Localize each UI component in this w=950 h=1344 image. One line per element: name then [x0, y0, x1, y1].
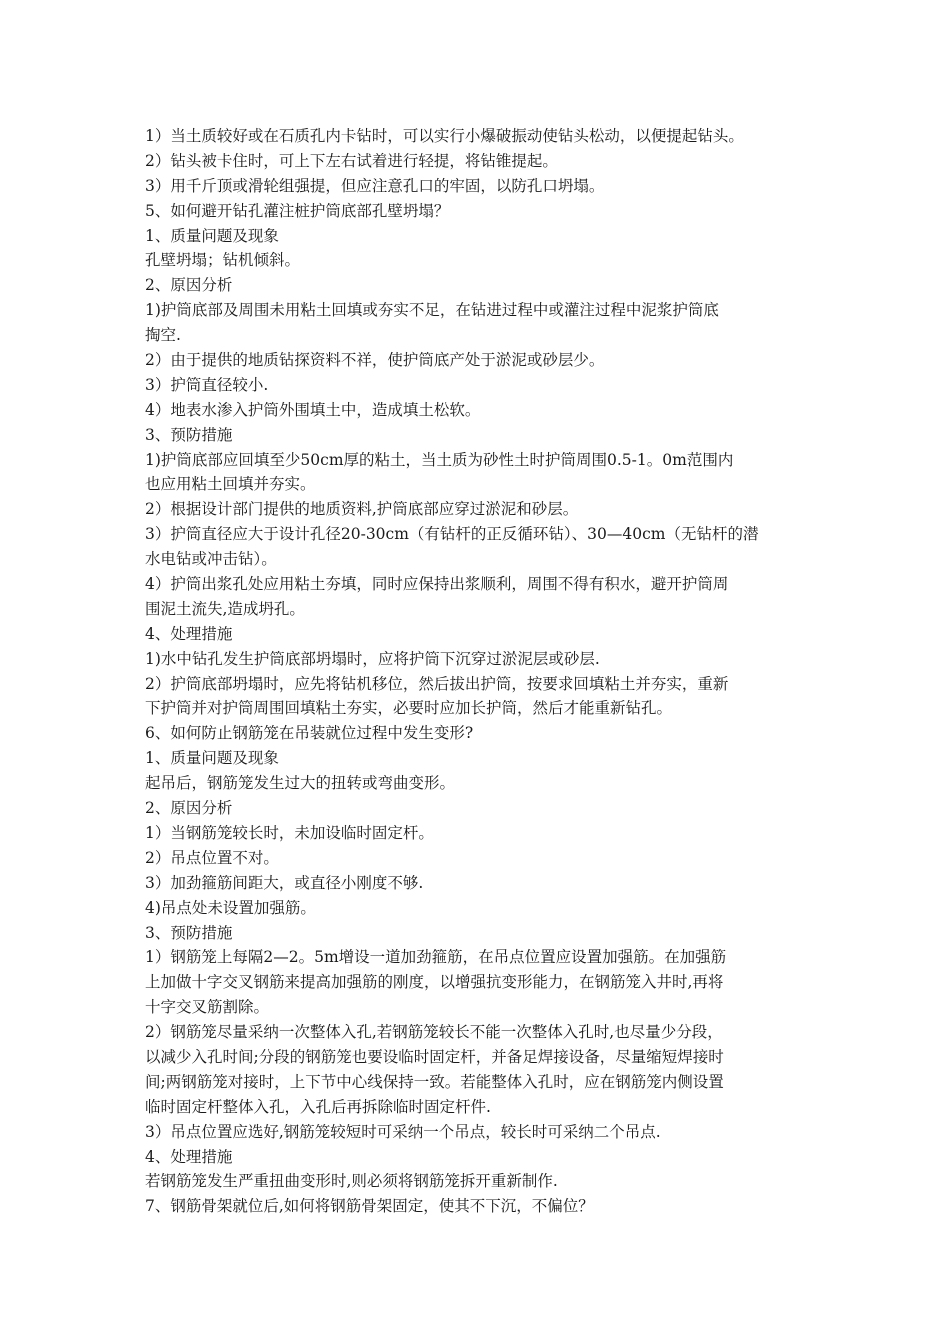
- text-line: 临时固定杆整体入孔，入孔后再拆除临时固定杆件.: [145, 1097, 491, 1116]
- text-line: 1)护筒底部应回填至少50cm厚的粘土，当土质为砂性土时护筒周围0.5-1。0m范围内: [145, 450, 734, 469]
- document-body: [145, 124, 817, 1219]
- text-line: 2）由于提供的地质钻探资料不祥，使护筒底产处于淤泥或砂层少。: [145, 351, 605, 370]
- text-line: 下护筒并对护筒周围回填粘土夯实，必要时应加长护筒，然后才能重新钻孔。: [145, 699, 673, 718]
- text-line: 1)水中钻孔发生护筒底部坍塌时，应将护筒下沉穿过淤泥层或砂层.: [145, 649, 600, 668]
- text-line: 1)护筒底部及周围未用粘土回填或夯实不足，在钻进过程中或灌注过程中泥浆护筒底: [145, 301, 719, 320]
- text-line: 十字交叉筋割除。: [145, 998, 270, 1017]
- text-line: 水电钻或冲击钻）。: [145, 550, 277, 569]
- subsection-heading: 2、原因分析: [145, 276, 233, 295]
- text-line: 2）钻头被卡住时，可上下左右试着进行轻提，将钻锥提起。: [145, 151, 558, 170]
- text-line: 若钢筋笼发生严重扭曲变形时,则必须将钢筋笼拆开重新制作.: [145, 1172, 558, 1191]
- text-line: 3）加劲箍筋间距大，或直径小刚度不够.: [145, 873, 424, 892]
- text-line: 4)吊点处未设置加强筋。: [145, 898, 316, 917]
- section-heading: 5、如何避开钻孔灌注桩护筒底部孔壁坍塌？: [145, 201, 450, 220]
- text-line: 孔壁坍塌；钻机倾斜。: [145, 251, 301, 270]
- text-line: 4）地表水渗入护筒外围填土中，造成填土松软。: [145, 400, 481, 419]
- text-line: 间;两钢筋笼对接时，上下节中心线保持一致。若能整体入孔时，应在钢筋笼内侧设置: [145, 1072, 724, 1091]
- subsection-heading: 1、质量问题及现象: [145, 749, 279, 768]
- text-line: 1）当钢筋笼较长时，未加设临时固定杆。: [145, 823, 434, 842]
- text-line: 2）吊点位置不对。: [145, 848, 279, 867]
- subsection-heading: 4、处理措施: [145, 1147, 233, 1166]
- text-line: 3）护筒直径应大于设计孔径20-30cm（有钻杆的正反循环钻）、30—40cm（无钻杆的潜: [145, 525, 759, 544]
- text-line: 起吊后，钢筋笼发生过大的扭转或弯曲变形。: [145, 774, 456, 793]
- text-line: 4）护筒出浆孔处应用粘土夯填，同时应保持出浆顺利，周围不得有积水，避开护筒周: [145, 575, 729, 594]
- subsection-heading: 2、原因分析: [145, 799, 233, 818]
- text-line: 3）护筒直径较小.: [145, 375, 269, 394]
- text-line: 2）根据设计部门提供的地质资料,护筒底部应穿过淤泥和砂层。: [145, 500, 579, 519]
- text-line: 2）护筒底部坍塌时，应先将钻机移位，然后拔出护筒，按要求回填粘土并夯实，重新: [145, 674, 729, 693]
- text-line: 上加做十字交叉钢筋来提高加强筋的刚度，以增强抗变形能力，在钢筋笼入井时,再将: [145, 973, 724, 992]
- subsection-heading: 3、预防措施: [145, 425, 233, 444]
- text-line: 3）用千斤顶或滑轮组强提，但应注意孔口的牢固，以防孔口坍塌。: [145, 176, 605, 195]
- text-line: 1）钢筋笼上每隔2—2。5m增设一道加劲箍筋，在吊点位置应设置加强筋。在加强筋: [145, 948, 727, 967]
- text-line: 掏空.: [145, 326, 181, 345]
- text-line: 也应用粘土回填并夯实。: [145, 475, 316, 494]
- subsection-heading: 4、处理措施: [145, 624, 233, 643]
- section-heading: 6、如何防止钢筋笼在吊装就位过程中发生变形?: [145, 724, 474, 743]
- section-heading: 7、钢筋骨架就位后,如何将钢筋骨架固定，使其不下沉，不偏位？: [145, 1197, 594, 1216]
- text-line: 3）吊点位置应选好,钢筋笼较短时可采纳一个吊点，较长时可采纳二个吊点.: [145, 1122, 661, 1141]
- text-line: 以减少入孔时间;分段的钢筋笼也要设临时固定杆，并备足焊接设备，尽量缩短焊接时: [145, 1047, 724, 1066]
- text-line: 2）钢筋笼尽量采纳一次整体入孔,若钢筋笼较长不能一次整体入孔时,也尽量少分段，: [145, 1023, 723, 1042]
- text-line: 1）当土质较好或在石质孔内卡钻时，可以实行小爆破振动使钻头松动，以便提起钻头。: [145, 127, 744, 145]
- text-line: 围泥土流失,造成坍孔。: [145, 599, 305, 618]
- subsection-heading: 1、质量问题及现象: [145, 226, 279, 245]
- subsection-heading: 3、预防措施: [145, 923, 233, 942]
